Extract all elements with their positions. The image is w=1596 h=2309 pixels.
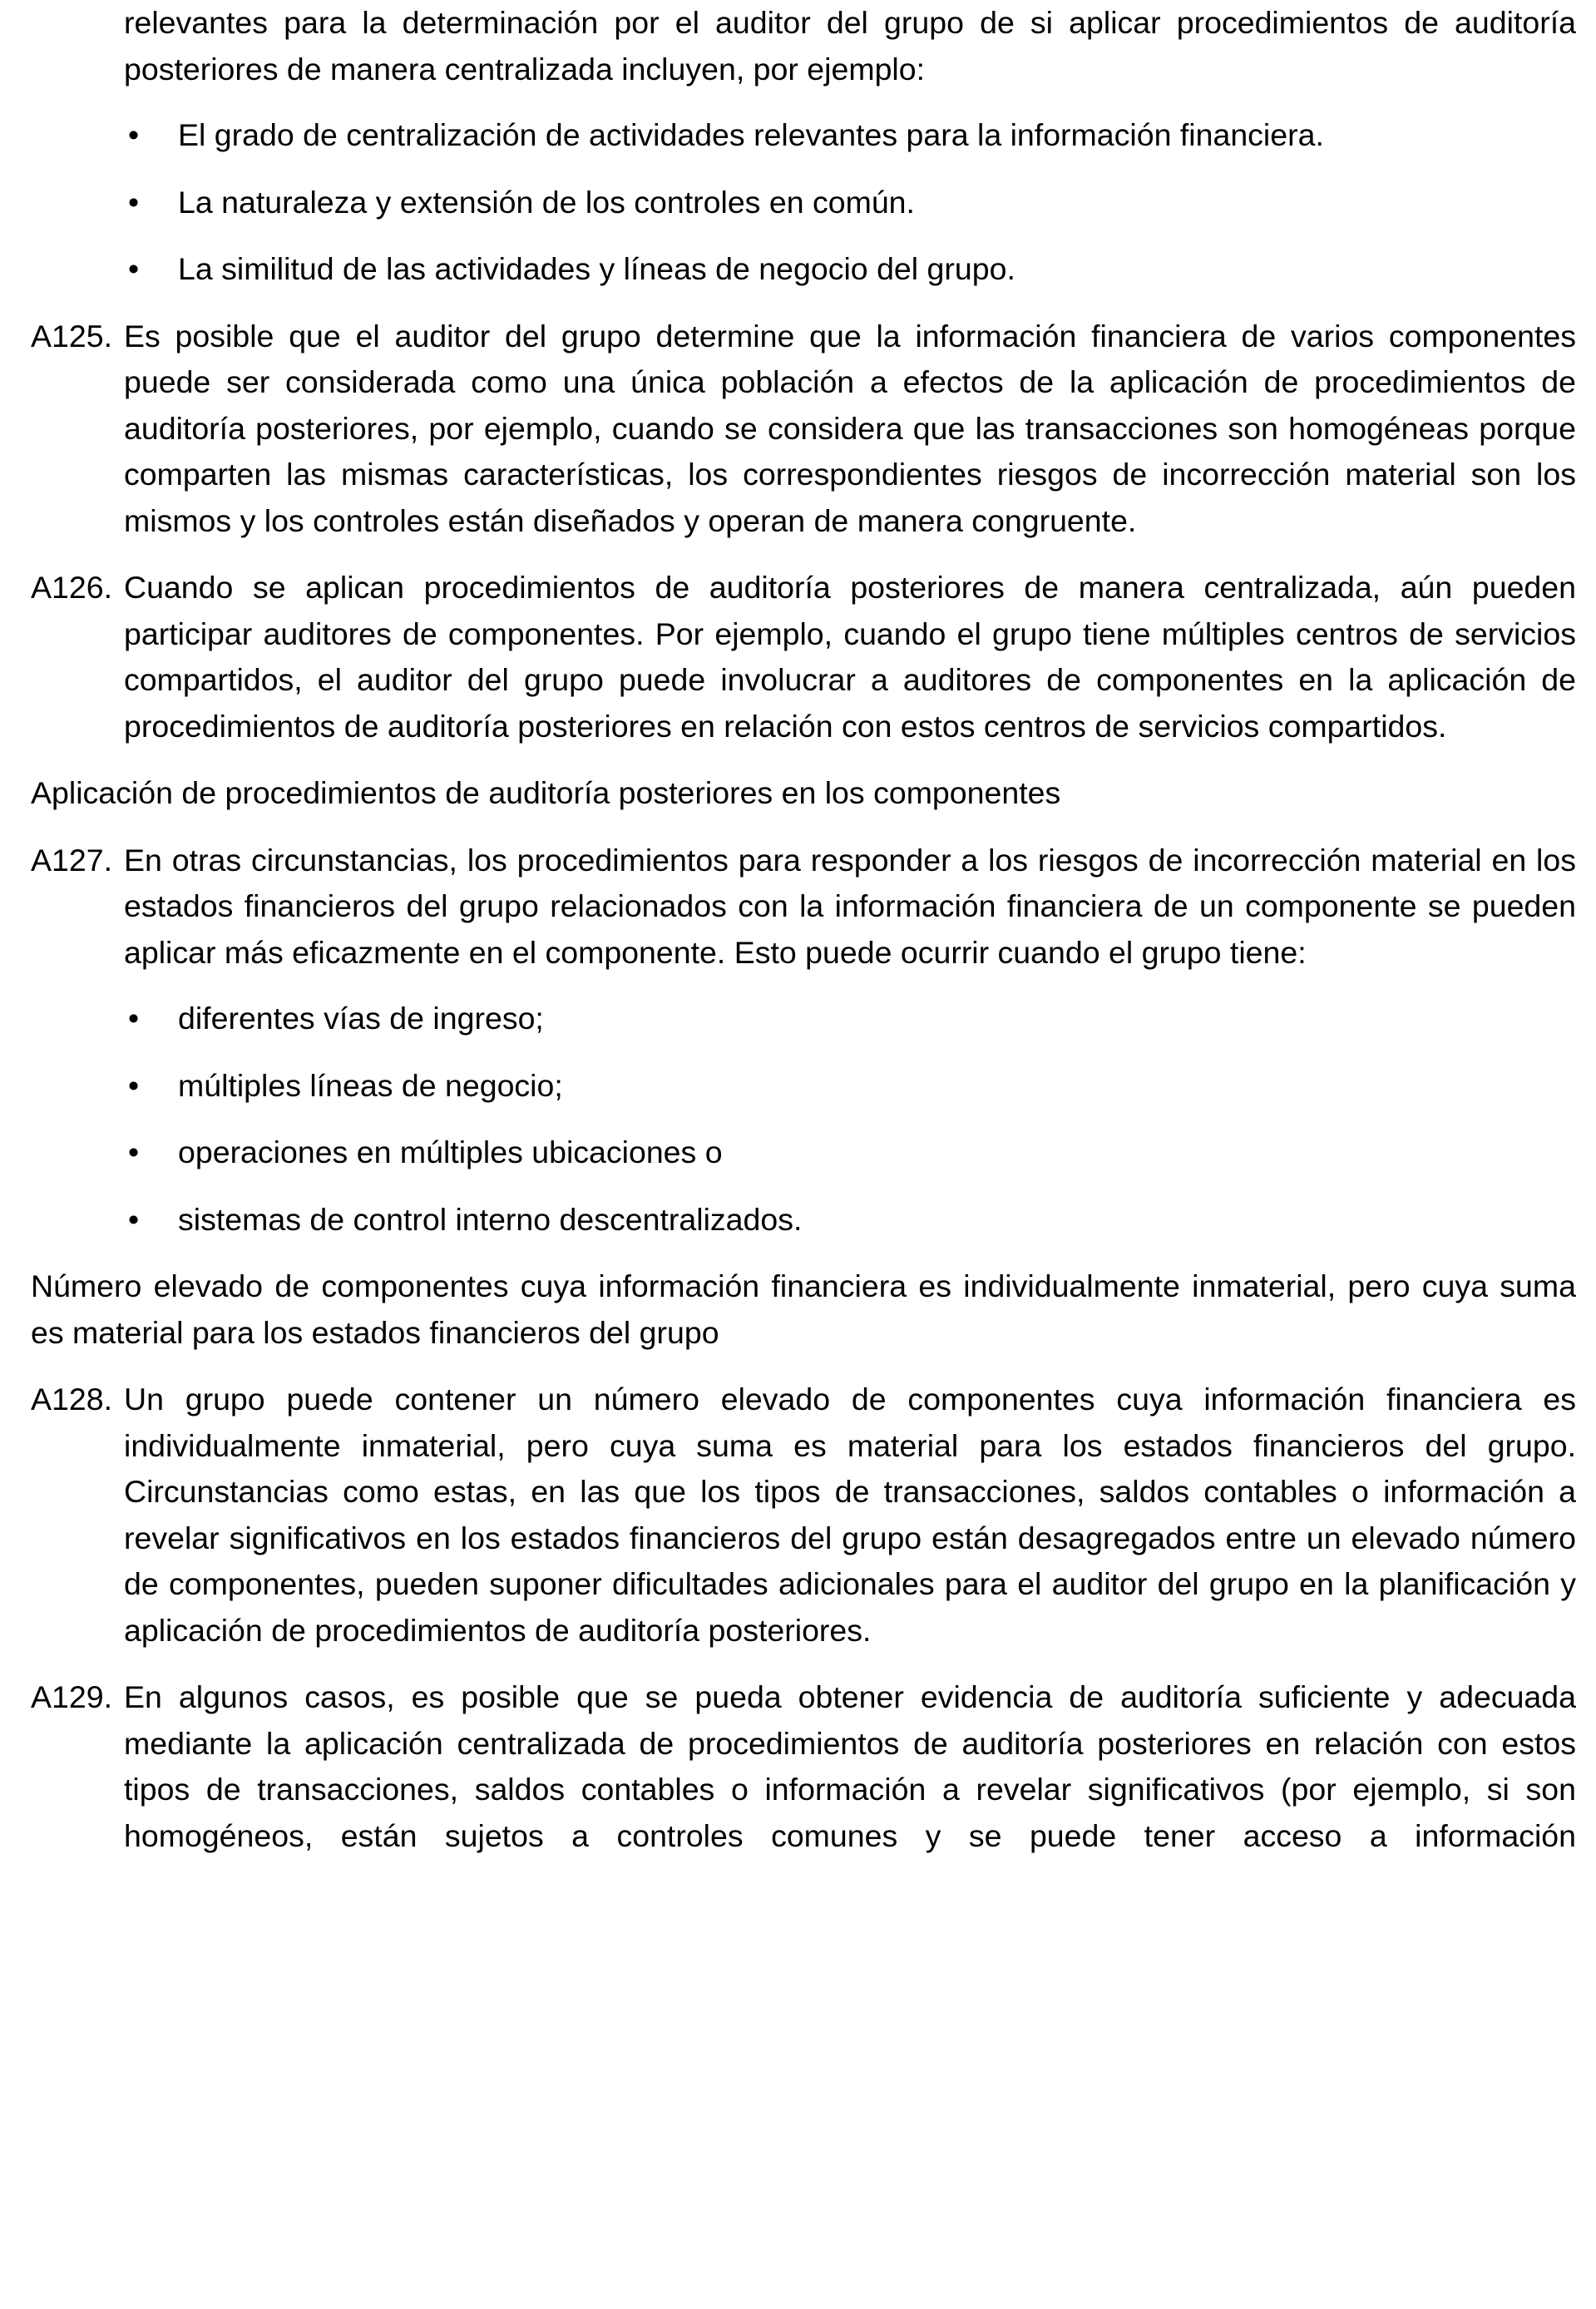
paragraph-text: Un grupo puede contener un número elevado de componentes cuya información financiera es individualmente inmaterial, pero cuya suma es material para los estados financieros del grupo. Circunstancias como estas, en las que los tipos de transacciones, saldos contables o información a revelar significativos en los estados financieros del grupo están desagregados entre un elevado número de componentes, pueden suponer dificultades adicionales para el auditor del grupo en la planificación y aplicación de procedimientos de auditoría posteriores.	[124, 1382, 1576, 1648]
bullet-icon: •	[128, 117, 140, 152]
list-item-text: La naturaleza y extensión de los controles en común.	[178, 184, 915, 220]
list-item-text: operaciones en múltiples ubicaciones o	[178, 1135, 723, 1169]
paragraph-text: Es posible que el auditor del grupo determine que la información financiera de varios componentes puede ser considerada como una única población a efectos de la aplicación de procedimientos de auditoría posteriores, por ejemplo, cuando se considera que las transacciones son homogéneas porque comparten las mismas características, los correspondientes riesgos de incorrección material son los mismos y los controles están diseñados y operan de manera congruente.	[124, 318, 1576, 538]
paragraph-number: A128.	[31, 1382, 112, 1417]
paragraph-number: A126.	[31, 570, 112, 605]
paragraph-a127	[31, 838, 1576, 977]
list-item-text: La similitud de las actividades y líneas de negocio del grupo.	[178, 251, 1015, 286]
bullet-icon: •	[128, 1001, 140, 1036]
section-heading: Aplicación de procedimientos de auditoría posteriores en los componentes	[31, 775, 1061, 810]
paragraph-a129	[31, 1674, 1576, 1859]
paragraph-text: Cuando se aplican procedimientos de auditoría posteriores de manera centralizada, aún pueden participar auditores de componentes. Por ejemplo, cuando el grupo tiene múltiples centros de servicios compartidos, el auditor del grupo puede involucrar a auditores de componentes en la aplicación de procedimientos de auditoría posteriores en relación con estos centros de servicios compartidos.	[124, 570, 1576, 744]
paragraph-a128	[31, 1377, 1576, 1654]
list-item	[31, 1197, 1576, 1243]
paragraph-a126	[31, 565, 1576, 749]
paragraph-number: A127.	[31, 842, 112, 878]
section-heading: Número elevado de componentes cuya información financiera es individualmente inmaterial, pero cuya suma es material para los estados financieros del grupo	[31, 1268, 1576, 1350]
bullet-icon: •	[128, 184, 140, 220]
document-page	[31, 0, 1576, 1859]
bullet-icon: •	[128, 251, 140, 286]
list-item	[31, 996, 1576, 1042]
a127-bullet-list	[31, 996, 1576, 1243]
paragraph-number: A129.	[31, 1679, 112, 1714]
bullet-icon: •	[128, 1135, 140, 1169]
paragraph-number: A125.	[31, 318, 112, 354]
paragraph-a125	[31, 314, 1576, 545]
paragraph-text: En otras circunstancias, los procedimientos para responder a los riesgos de incorrección material en los estados financieros del grupo relacionados con la información financiera de un componente se pueden aplicar más eficazmente en el componente. Esto puede ocurrir cuando el grupo tiene:	[124, 842, 1576, 970]
list-item	[31, 246, 1576, 293]
list-item	[31, 180, 1576, 226]
list-item	[31, 112, 1576, 159]
list-item-text: sistemas de control interno descentralizados.	[178, 1201, 803, 1237]
paragraph-text: En algunos casos, es posible que se pueda obtener evidencia de auditoría suficiente y adecuada mediante la aplicación centralizada de procedimientos de auditoría posteriores en relación con estos tipos de transacciones, saldos contables o información a revelar significativos (por ejemplo, si son homogéneos, están sujetos a controles comunes y se puede tener acceso a información	[124, 1679, 1576, 1853]
list-item-text: múltiples líneas de negocio;	[178, 1067, 563, 1103]
intro-continuation: relevantes para la determinación por el auditor del grupo de si aplicar procedimientos de auditoría posteriores de manera centralizada incluyen, por ejemplo:	[124, 5, 1576, 87]
list-item	[31, 1130, 1576, 1176]
list-item-text: diferentes vías de ingreso;	[178, 1001, 544, 1036]
list-item-text: El grado de centralización de actividades relevantes para la información financiera.	[178, 117, 1324, 152]
bullet-icon: •	[128, 1201, 140, 1237]
intro-bullet-list	[31, 112, 1576, 293]
list-item	[31, 1063, 1576, 1110]
bullet-icon: •	[128, 1067, 140, 1103]
